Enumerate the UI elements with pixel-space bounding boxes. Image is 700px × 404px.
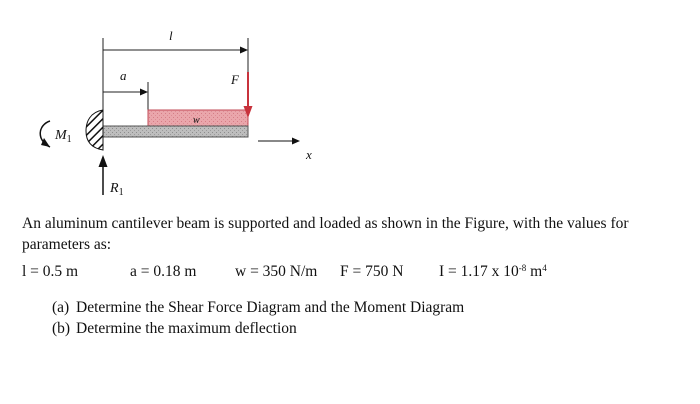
label-R1: $R_1$ (110, 181, 124, 198)
param-F: F = 750 N (340, 263, 404, 280)
distributed-load-w (148, 110, 248, 126)
task-list (52, 297, 464, 339)
label-a: a (120, 68, 127, 83)
label-x: x (306, 147, 312, 162)
problem-statement: An aluminum cantilever beam is supported and loaded as shown in the Figure, with the values for parameters as: (22, 215, 629, 253)
param-l: l = 0.5 m (22, 263, 79, 280)
x-axis (258, 138, 312, 163)
label-M1: $M_1$ (55, 128, 72, 145)
task-tag: (b) (52, 320, 71, 337)
param-w: w = 350 N/m (235, 263, 318, 280)
param-I: I = 1.17 x $10^{-8}$ $m^4$ (439, 263, 547, 280)
task-text: Determine the maximum deflection (76, 320, 297, 337)
label-F: F (231, 72, 239, 87)
beam (103, 126, 248, 137)
task-item (52, 297, 464, 318)
moment-M1 (40, 121, 71, 147)
fixed-support (86, 110, 103, 150)
task-tag: (a) (52, 299, 70, 316)
label-l: l (169, 28, 173, 43)
task-item (52, 318, 464, 339)
reaction-R1 (99, 155, 124, 198)
param-a: a = 0.18 m (130, 263, 197, 280)
dimension-a (103, 68, 148, 110)
label-w: w (193, 115, 200, 126)
task-text: Determine the Shear Force Diagram and the Moment Diagram (76, 299, 465, 316)
